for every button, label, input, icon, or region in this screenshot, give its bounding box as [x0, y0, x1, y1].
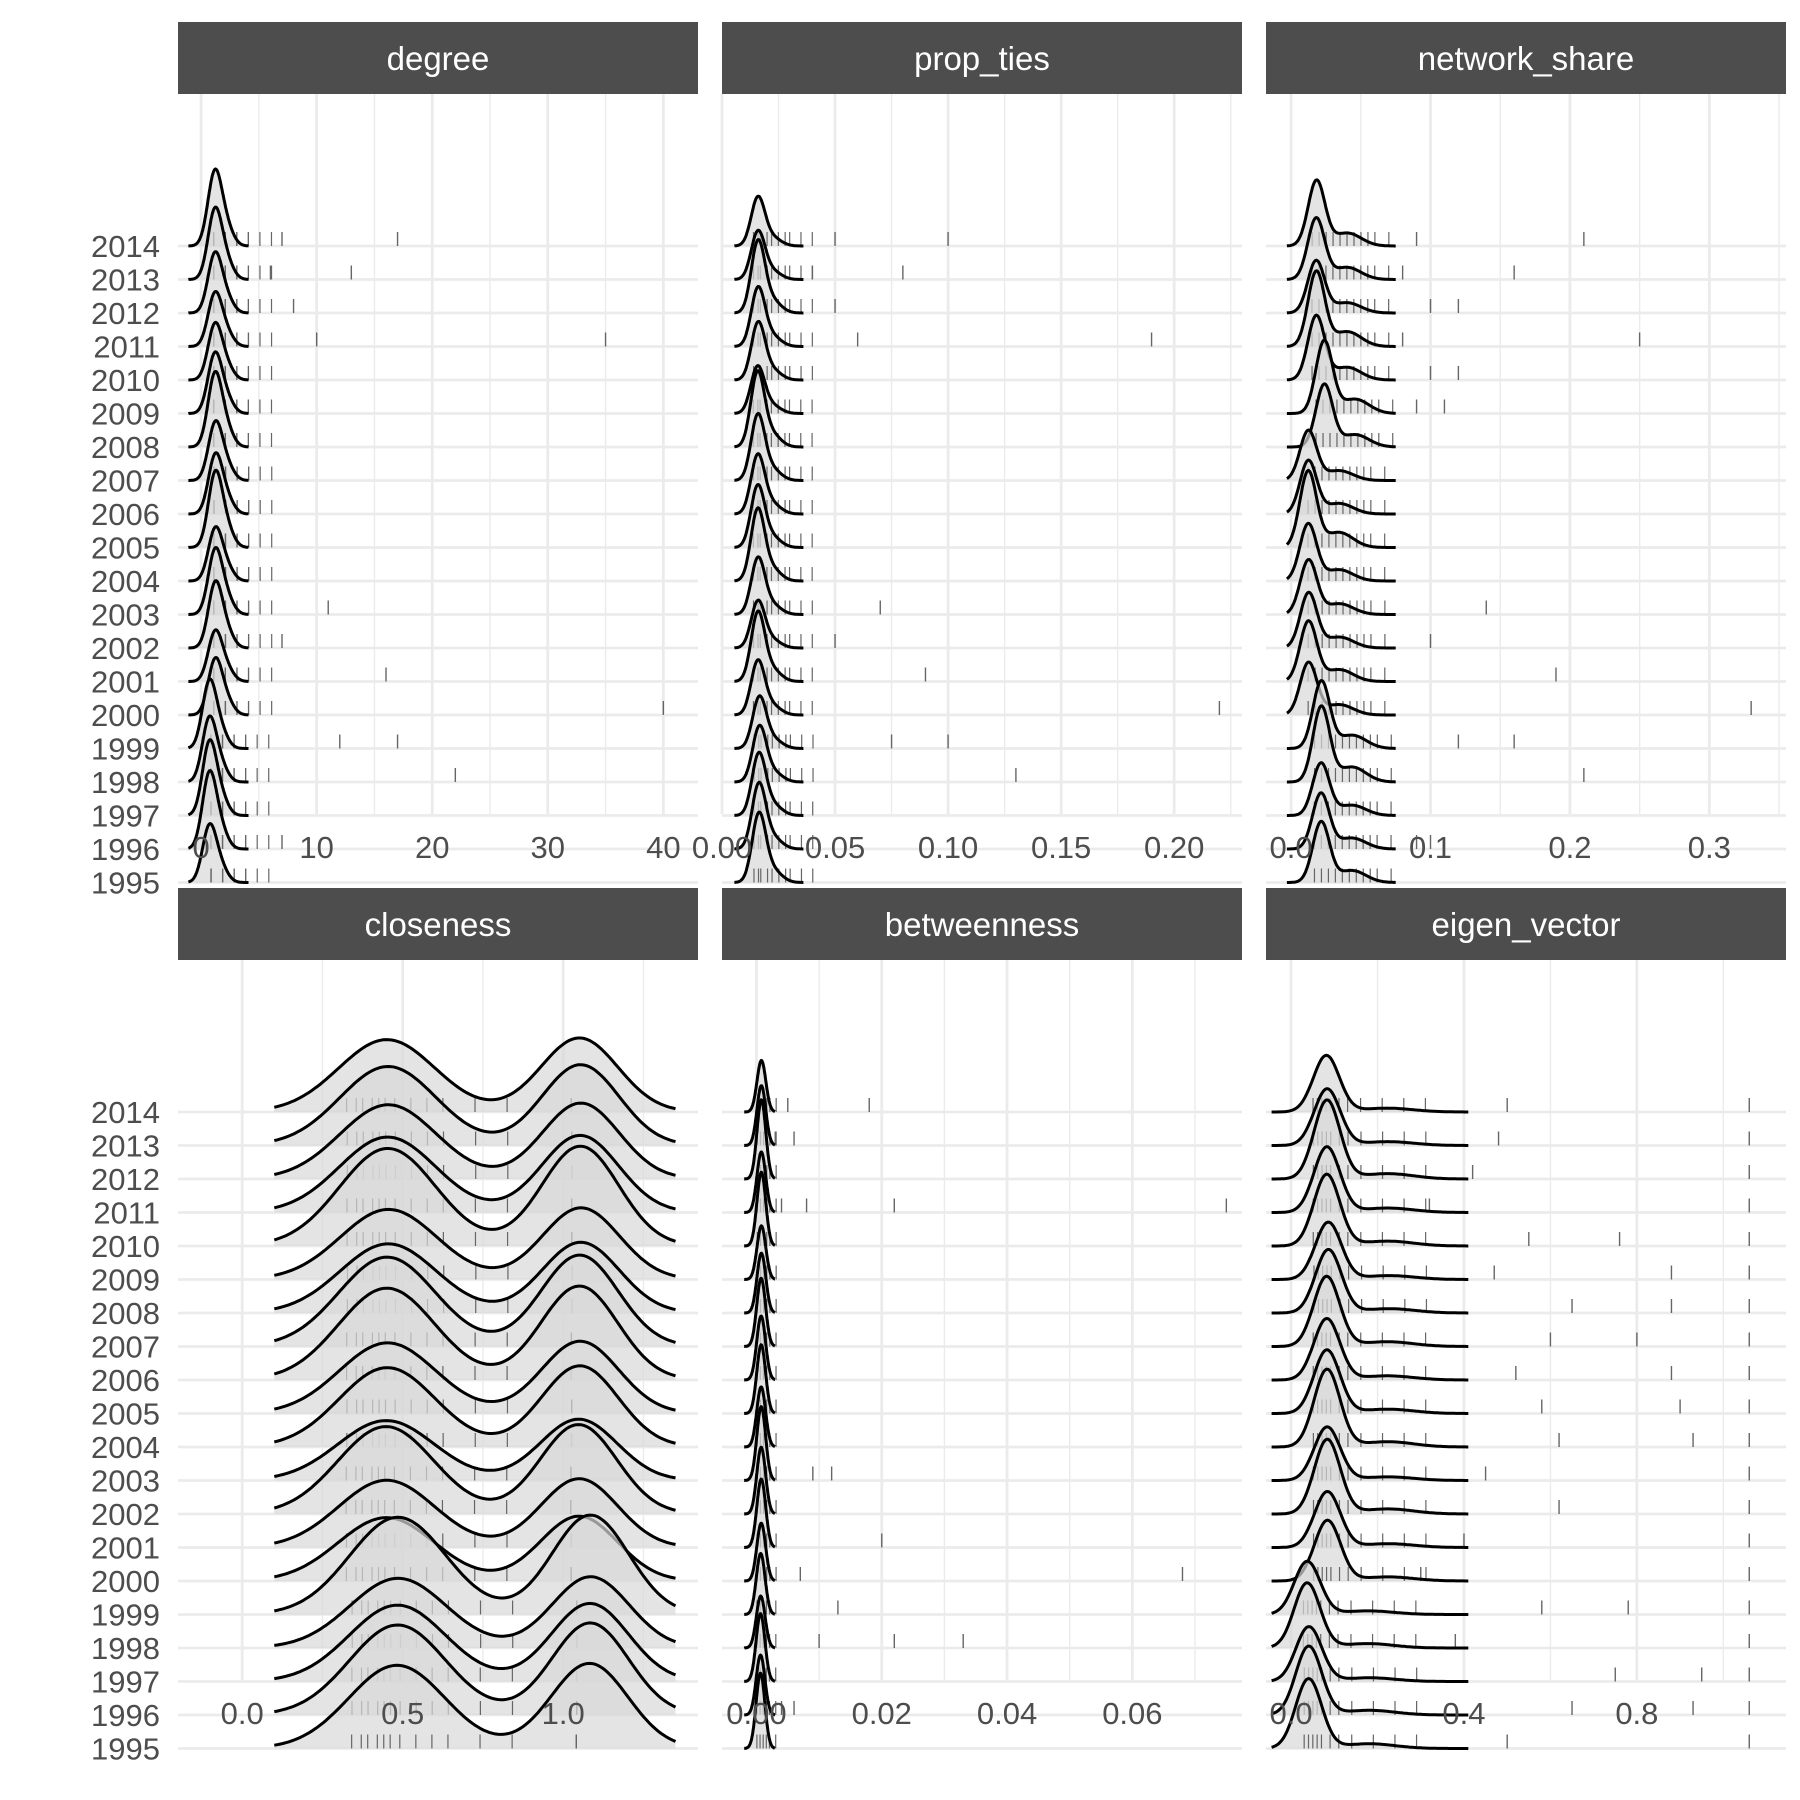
- y-tick-label: 2003: [91, 1463, 160, 1499]
- y-tick-label: 2013: [91, 262, 160, 298]
- y-tick-label: 1997: [91, 1664, 160, 1700]
- x-tick-label: 0.15: [1030, 830, 1092, 865]
- y-tick-label: 2010: [91, 1229, 160, 1264]
- strip-label: network_share: [1417, 40, 1635, 77]
- x-tick-label: 0.5: [381, 1696, 425, 1731]
- x-tick-label: 0: [192, 830, 210, 865]
- y-tick-label: 2000: [91, 1564, 160, 1599]
- x-tick-label: 0.10: [917, 830, 979, 865]
- x-tick-label: 0.05: [804, 830, 866, 865]
- y-tick-label: 2005: [91, 530, 160, 566]
- x-tick-label: 0.0: [1269, 1696, 1313, 1731]
- x-tick-label: 0.02: [851, 1696, 912, 1731]
- y-tick-label: 2001: [91, 1530, 160, 1566]
- x-tick-label: 1.0: [541, 1696, 585, 1731]
- y-tick-label: 1998: [91, 1631, 160, 1666]
- x-tick-label: 0.04: [976, 1696, 1038, 1731]
- x-tick-label: 0.2: [1548, 830, 1592, 865]
- y-tick-label: 2002: [91, 631, 160, 666]
- y-tick-label: 1997: [91, 798, 160, 834]
- y-tick-label: 2011: [93, 1195, 160, 1231]
- x-tick-label: 0.8: [1615, 1696, 1659, 1731]
- y-tick-label: 2014: [91, 1095, 160, 1130]
- x-tick-label: 0.00: [726, 1696, 787, 1731]
- y-tick-label: 1996: [91, 832, 160, 867]
- y-tick-label: 2011: [93, 329, 160, 365]
- y-tick-label: 2001: [91, 664, 160, 700]
- y-tick-label: 2005: [91, 1396, 160, 1432]
- y-tick-label: 2010: [91, 363, 160, 398]
- y-tick-label: 2007: [91, 463, 160, 499]
- x-tick-label: 10: [299, 830, 334, 865]
- y-tick-label: 1996: [91, 1698, 160, 1733]
- strip-label: eigen_vector: [1431, 906, 1621, 943]
- strip-label: prop_ties: [914, 40, 1050, 77]
- x-tick-label: 0.1: [1408, 830, 1453, 865]
- y-tick-label: 2008: [91, 1296, 160, 1331]
- y-tick-label: 2012: [91, 1162, 160, 1197]
- x-tick-label: 30: [530, 830, 566, 865]
- y-tick-label: 2009: [91, 396, 160, 432]
- x-tick-label: 0.4: [1442, 1696, 1486, 1731]
- y-tick-label: 2002: [91, 1497, 160, 1532]
- y-tick-label: 2014: [91, 229, 160, 264]
- x-tick-label: 0.06: [1102, 1696, 1163, 1731]
- x-tick-label: 0.0: [220, 1696, 264, 1731]
- y-tick-label: 2000: [91, 698, 160, 733]
- y-tick-label: 2003: [91, 597, 160, 633]
- y-tick-label: 2007: [91, 1329, 160, 1365]
- x-tick-label: 0.20: [1144, 830, 1205, 865]
- y-tick-label: 2009: [91, 1262, 160, 1298]
- y-tick-label: 2012: [91, 296, 160, 331]
- y-tick-label: 2004: [91, 564, 160, 599]
- x-tick-label: 0.0: [1269, 830, 1313, 865]
- y-tick-label: 1999: [91, 731, 160, 767]
- y-tick-label: 1995: [91, 865, 160, 901]
- y-tick-label: 2013: [91, 1128, 160, 1164]
- y-tick-label: 2006: [91, 497, 160, 532]
- x-tick-label: 0.00: [691, 830, 753, 865]
- y-tick-label: 1998: [91, 765, 160, 800]
- y-tick-label: 2008: [91, 430, 160, 465]
- y-tick-label: 2006: [91, 1363, 160, 1398]
- strip-label: degree: [386, 40, 490, 77]
- strip-label: closeness: [364, 906, 512, 943]
- y-tick-label: 1999: [91, 1597, 160, 1633]
- x-tick-label: 0.3: [1687, 830, 1731, 865]
- strip-label: betweenness: [884, 906, 1080, 943]
- y-tick-label: 1995: [91, 1731, 160, 1767]
- x-tick-label: 20: [414, 830, 450, 865]
- y-tick-label: 2004: [91, 1430, 160, 1465]
- x-tick-label: 40: [646, 830, 681, 865]
